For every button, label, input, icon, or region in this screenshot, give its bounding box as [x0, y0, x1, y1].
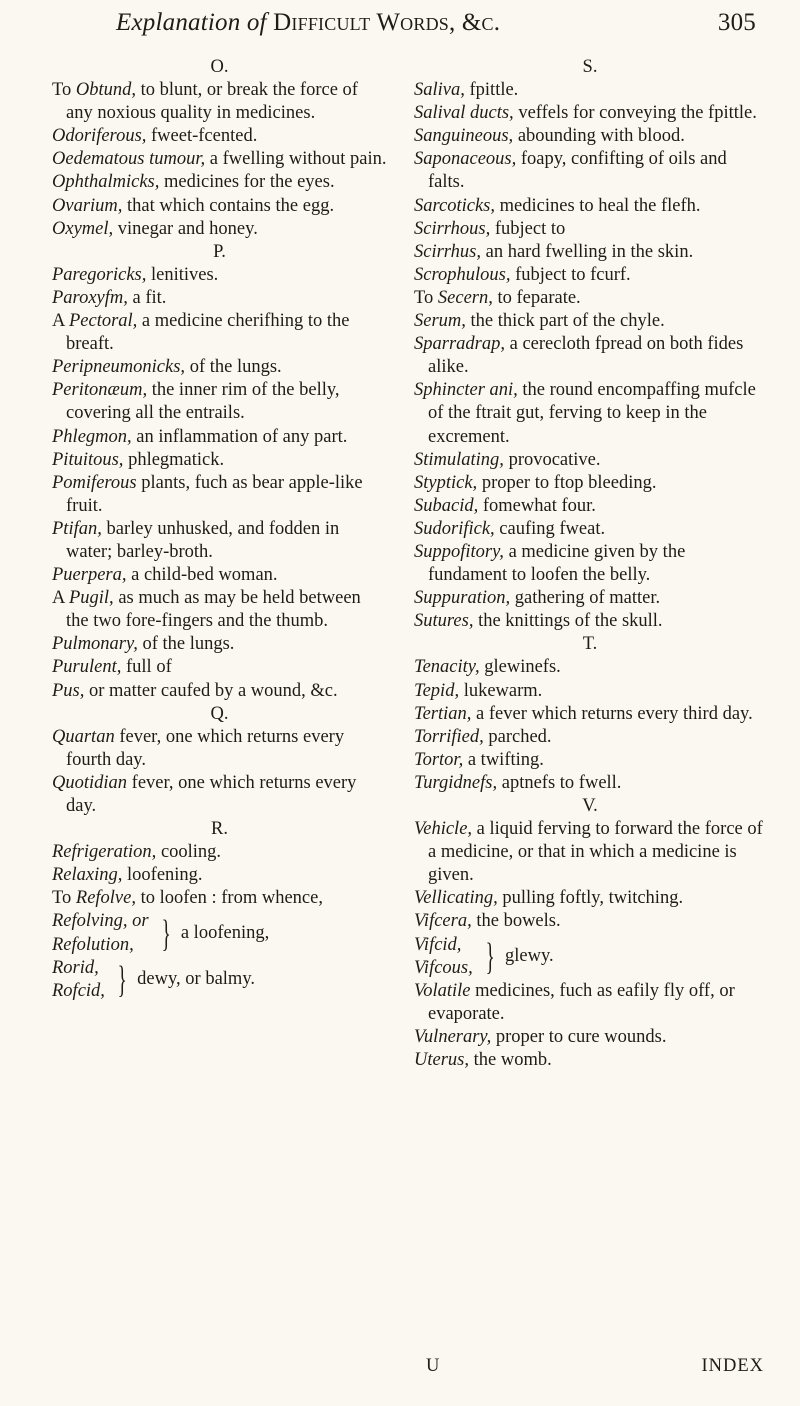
glossary-entry [414, 1026, 766, 1049]
entry-definition: a fwelling without pain. [205, 149, 387, 170]
glossary-entry [414, 818, 766, 887]
entry-term: Serum, [414, 311, 466, 332]
glossary-entry [52, 449, 387, 472]
glossary-entry [52, 171, 387, 194]
header-explanation: Explanation [116, 9, 241, 36]
section-letter: V. [582, 796, 598, 816]
header-title: Difficult Words, &c. [273, 9, 501, 36]
entry-term: Subacid, [414, 495, 479, 516]
glossary-entry [414, 310, 766, 333]
entry-term: Relaxing, [52, 865, 123, 886]
glossary-entry [414, 379, 766, 448]
entry-term: Obtund, [75, 80, 137, 101]
glossary-entry [414, 1049, 766, 1072]
entry-term: Torrified, [414, 726, 484, 747]
braced-terms [52, 910, 149, 956]
entry-term: Tortor, [414, 749, 464, 770]
catchword: INDEX [701, 1356, 764, 1376]
entry-definition: provocative. [503, 449, 601, 470]
glossary-entry [52, 218, 387, 241]
glossary-entry [414, 656, 766, 679]
entry-definition: parched. [483, 726, 552, 747]
entry-definition: plants, fuch as bear apple-like fruit. [66, 472, 363, 516]
braced-entry [52, 910, 387, 956]
glossary-entry [414, 102, 766, 125]
entry-definition: fever, one which returns every day. [66, 772, 357, 816]
entry-definition: glewy. [505, 946, 554, 967]
entry-definition: cooling. [156, 842, 222, 863]
entry-definition: that which contains the egg. [122, 195, 335, 216]
braced-entry [414, 934, 766, 980]
entry-definition: an hard fwelling in the skin. [481, 241, 694, 262]
glossary-entry [414, 518, 766, 541]
entry-definition: the thick part of the chyle. [465, 311, 665, 332]
entry-term: Secern, [437, 287, 493, 308]
entry-term: Sparradrap, [414, 334, 505, 355]
entry-definition: loofening. [122, 865, 203, 886]
entry-definition: of the lungs. [185, 357, 282, 378]
entry-term: Ptifan, [52, 518, 102, 539]
entry-term: Sutures, [414, 611, 474, 632]
left-column [52, 56, 387, 1003]
entry-term: Saponaceous, [414, 149, 517, 170]
entry-definition: fever, one which returns every fourth day. [66, 726, 345, 770]
entry-definition: as much as may be held between the two fore-fingers and the thumb. [66, 588, 361, 632]
entry-term: Saliva, [414, 80, 465, 101]
entry-term: Refrigeration, [52, 842, 157, 863]
entry-term: Sarcoticks, [414, 195, 496, 216]
glossary-entry [52, 356, 387, 379]
entry-term: Rorid, [52, 957, 99, 978]
entry-definition: dewy, or balmy. [137, 969, 255, 990]
entry-definition: fweet-fcented. [146, 126, 258, 147]
brace-symbol: } [117, 958, 127, 1001]
entry-definition: a fever which returns every third day. [471, 703, 753, 724]
glossary-entry [52, 656, 387, 679]
entry-term: Vehicle, [414, 819, 473, 840]
entry-definition: to loofen : from whence, [135, 888, 323, 909]
braced-terms [52, 957, 105, 1003]
entry-term: Scirrhous, [414, 218, 491, 239]
entry-definition: fomewhat four. [478, 495, 596, 516]
entry-term: Sphincter ani, [414, 380, 518, 401]
entry-definition: full of [121, 657, 172, 678]
glossary-entry [414, 241, 766, 264]
glossary-entry [414, 264, 766, 287]
entry-term: Quartan [52, 726, 115, 747]
glossary-entry [52, 264, 387, 287]
entry-prefix: To [52, 888, 76, 909]
entry-definition: medicines, fuch as eafily fly off, or evaporate. [428, 980, 735, 1024]
glossary-entry [414, 749, 766, 772]
glossary-entry [52, 680, 387, 703]
entry-term: Pituitous, [52, 449, 124, 470]
entry-definition: a liquid ferving to forward the force of a medicine, or that in which a medicine is given. [428, 819, 763, 886]
entry-term: Suppofitory, [414, 541, 504, 562]
entry-definition: fpittle. [464, 80, 519, 101]
entry-definition: the inner rim of the belly, covering all the entrails. [66, 380, 340, 424]
glossary-entry [52, 587, 387, 633]
glossary-entry [414, 333, 766, 379]
entry-definition: the knittings of the skull. [473, 611, 663, 632]
entry-definition: phlegmatick. [123, 449, 225, 470]
entry-prefix: To [52, 80, 76, 101]
entry-definition: a loofening, [180, 923, 270, 944]
entry-term: Oxymel, [52, 218, 114, 239]
entry-definition: the round encompaffing mufcle of the ftrait gut, ferving to keep in the excrement. [428, 380, 756, 447]
entry-term: Refolution, [52, 934, 134, 955]
glossary-entry [414, 980, 766, 1026]
section-letter: O. [210, 57, 229, 77]
entry-definition: the womb. [469, 1050, 552, 1071]
entry-term: Paregoricks, [52, 264, 147, 285]
entry-term: Ovarium, [52, 195, 123, 216]
entry-definition: to blunt, or break the force of any noxious quality in medicines. [66, 80, 358, 124]
page-number: 305 [717, 9, 756, 36]
entry-definition: lukewarm. [459, 680, 543, 701]
glossary-entry [52, 472, 387, 518]
entry-definition: barley unhusked, and fodden in water; barley-broth. [66, 518, 340, 562]
entry-definition: the bowels. [471, 911, 561, 932]
glossary-entry [52, 564, 387, 587]
entry-term: Peritonæum, [52, 380, 148, 401]
entry-term: Vifcid, [414, 934, 462, 955]
glossary-entry [52, 125, 387, 148]
entry-term: Refolving, or [52, 911, 149, 932]
entry-definition: gathering of matter. [510, 588, 661, 609]
entry-definition: to feparate. [492, 287, 581, 308]
glossary-entry [52, 426, 387, 449]
running-header [116, 6, 756, 40]
entry-definition: foapy, confifting of oils and falts. [428, 149, 727, 193]
glossary-entry [52, 772, 387, 818]
entry-definition: aptnefs to fwell. [497, 772, 622, 793]
entry-prefix: A [52, 588, 69, 609]
glossary-entry [414, 79, 766, 102]
entry-definition: a twifting. [463, 749, 544, 770]
entry-term: Turgidnefs, [414, 772, 498, 793]
entry-definition: a fit. [127, 287, 167, 308]
glossary-entry [414, 910, 766, 933]
glossary-entry [52, 864, 387, 887]
glossary-entry [414, 218, 766, 241]
entry-definition: glewinefs. [479, 657, 561, 678]
entry-term: Sudorifick, [414, 518, 495, 539]
glossary-entry [414, 449, 766, 472]
section-letter: S. [582, 57, 598, 77]
entry-definition: proper to ftop bleeding. [477, 472, 657, 493]
section-letter: P. [213, 241, 226, 262]
entry-term: Puerpera, [52, 565, 127, 586]
entry-term: Oedematous tumour, [52, 149, 206, 170]
entry-term: Paroxyfm, [52, 287, 128, 308]
entry-term: Scirrhus, [414, 241, 481, 262]
glossary-entry [414, 587, 766, 610]
glossary-entry [52, 287, 387, 310]
glossary-entry [52, 518, 387, 564]
entry-definition: a child-bed woman. [126, 565, 278, 586]
entry-term: Odoriferous, [52, 126, 147, 147]
glossary-entry [52, 633, 387, 656]
glossary-entry [414, 195, 766, 218]
glossary-entry [414, 125, 766, 148]
entry-definition: an inflammation of any part. [131, 426, 348, 447]
entry-term: Tepid, [414, 680, 460, 701]
entry-definition: a medicine given by the fundament to loofen the belly. [428, 541, 686, 586]
entry-definition: a cerecloth fpread on both fides alike. [428, 334, 744, 378]
braced-entry [52, 957, 387, 1003]
glossary-entry [414, 541, 766, 587]
entry-term: Pus, [52, 680, 85, 701]
right-column [414, 56, 766, 1072]
entry-term: Volatile [414, 980, 471, 1001]
glossary-entry [52, 148, 387, 171]
entry-definition: or matter caufed by a wound, &c. [84, 680, 338, 701]
entry-term: Tertian, [414, 703, 472, 724]
entry-prefix: To [414, 287, 438, 308]
brace-symbol: } [485, 935, 495, 978]
entry-definition: veffels for conveying the fpittle. [513, 103, 757, 124]
entry-definition: of the lungs. [137, 634, 235, 655]
entry-term: Quotidian [52, 772, 128, 793]
entry-definition: caufing fweat. [494, 518, 606, 539]
glossary-entry [52, 726, 387, 772]
entry-definition: medicines for the eyes. [159, 172, 335, 193]
glossary-entry [414, 887, 766, 910]
entry-definition: fubject to [490, 218, 566, 239]
entry-term: Ophthalmicks, [52, 172, 160, 193]
entry-term: Salival ducts, [414, 103, 514, 124]
glossary-entry [414, 726, 766, 749]
entry-term: Pulmonary, [52, 634, 138, 655]
entry-definition: abounding with blood. [513, 126, 685, 147]
entry-prefix: A [52, 311, 69, 332]
glossary-entry [414, 772, 766, 795]
entry-definition: proper to cure wounds. [491, 1026, 667, 1047]
glossary-entry [52, 195, 387, 218]
braced-terms [414, 934, 473, 980]
entry-term: Vulnerary, [414, 1026, 492, 1047]
glossary-entry [414, 703, 766, 726]
entry-term: Peripneumonicks, [52, 357, 186, 378]
entry-term: Suppuration, [414, 588, 511, 609]
glossary-entry [414, 680, 766, 703]
entry-definition: medicines to heal the flefh. [495, 195, 701, 216]
entry-term: Vellicating, [414, 888, 498, 909]
entry-definition: vinegar and honey. [113, 218, 258, 239]
entry-term: Styptick, [414, 472, 478, 493]
entry-term: Stimulating, [414, 449, 504, 470]
entry-definition: lenitives. [146, 264, 219, 285]
glossary-entry [52, 79, 387, 125]
entry-term: Vifcous, [414, 957, 473, 978]
entry-term: Pectoral, [68, 311, 138, 332]
header-of: of [246, 9, 267, 36]
entry-term: Vifcera, [414, 911, 472, 932]
entry-term: Purulent, [52, 657, 122, 678]
glossary-entry [414, 495, 766, 518]
entry-term: Rofcid, [52, 980, 105, 1001]
glossary-entry [52, 841, 387, 864]
glossary-entry [414, 472, 766, 495]
entry-term: Phlegmon, [52, 426, 132, 447]
entry-term: Sanguineous, [414, 126, 514, 147]
entry-term: Scrophulous, [414, 264, 511, 285]
section-letter: Q. [210, 703, 229, 724]
glossary-entry [414, 287, 766, 310]
entry-definition: fubject to fcurf. [510, 264, 631, 285]
entry-term: Pugil, [68, 588, 114, 609]
glossary-entry [52, 310, 387, 356]
glossary-entry [414, 148, 766, 194]
entry-definition: a medicine cherifhing to the breaft. [66, 311, 350, 355]
signature-mark: U [426, 1356, 440, 1376]
section-letter: R. [211, 819, 228, 840]
glossary-entry [414, 610, 766, 633]
entry-term: Refolve, [75, 888, 136, 909]
brace-symbol: } [161, 912, 171, 955]
entry-term: Pomiferous [52, 472, 137, 493]
entry-definition: pulling foftly, twitching. [497, 888, 684, 909]
glossary-entry [52, 379, 387, 425]
entry-term: Tenacity, [414, 657, 480, 678]
glossary-entry [52, 887, 387, 910]
entry-term: Uterus, [414, 1050, 469, 1071]
section-letter: T. [582, 634, 598, 655]
